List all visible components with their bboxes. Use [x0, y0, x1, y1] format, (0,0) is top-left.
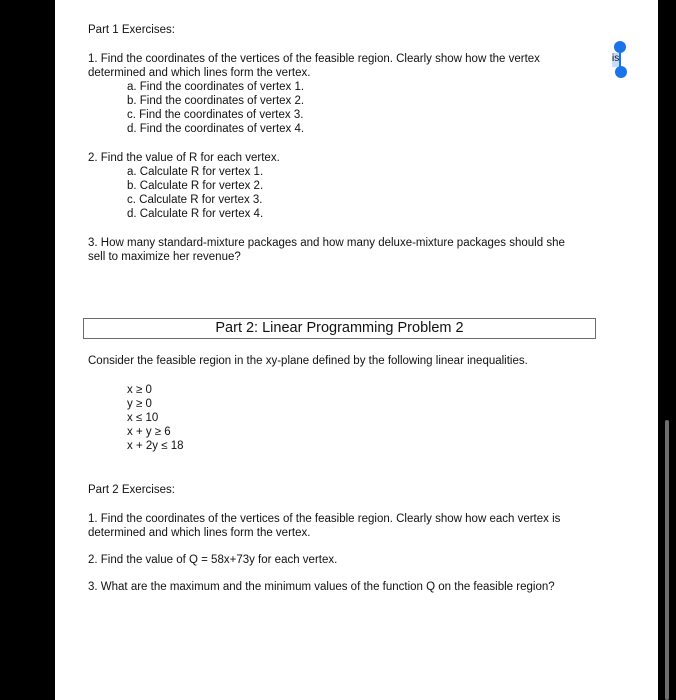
part1-q2-line1: 2. Find the value of R for each vertex. — [88, 152, 280, 164]
part1-q2-sub-d: d. Calculate R for vertex 4. — [127, 208, 264, 220]
part1-q1-sub-a: a. Find the coordinates of vertex 1. — [127, 81, 305, 93]
selection-handle-end[interactable] — [615, 66, 627, 78]
part2-intro: Consider the feasible region in the xy-plane defined by the following linear inequalities. — [88, 355, 528, 367]
scrollbar-thumb[interactable] — [665, 420, 669, 700]
part1-q1-line2: determined and which lines form the vertex. — [88, 67, 311, 79]
part1-q1-sub-c: c. Find the coordinates of vertex 3. — [127, 109, 304, 121]
part1-q3-line1: 3. How many standard-mixture packages and how many deluxe-mixture packages should she — [88, 237, 565, 249]
part1-q2-sub-a: a. Calculate R for vertex 1. — [127, 166, 264, 178]
inequality-3: x ≤ 10 — [127, 412, 159, 424]
inequality-1: x ≥ 0 — [127, 384, 152, 396]
part1-q1-sub-b: b. Find the coordinates of vertex 2. — [127, 95, 305, 107]
part2-q1-line2: determined and which lines form the vertex. — [88, 527, 311, 539]
part2-title-box — [83, 318, 596, 339]
selection-handle-start[interactable] — [614, 41, 626, 53]
inequality-4: x + y ≥ 6 — [127, 426, 171, 438]
selected-text[interactable]: is — [612, 53, 620, 64]
part1-q2-sub-c: c. Calculate R for vertex 3. — [127, 194, 263, 206]
part2-q3: 3. What are the maximum and the minimum values of the function Q on the feasible region? — [88, 581, 555, 593]
part1-heading: Part 1 Exercises: — [88, 24, 175, 36]
inequality-5: x + 2y ≤ 18 — [127, 440, 184, 452]
part1-q1-sub-d: d. Find the coordinates of vertex 4. — [127, 123, 305, 135]
part2-title: Part 2: Linear Programming Problem 2 — [215, 320, 464, 336]
part2-q1-line1: 1. Find the coordinates of the vertices of the feasible region. Clearly show how each vertex is — [88, 513, 561, 525]
part2-heading: Part 2 Exercises: — [88, 484, 175, 496]
inequality-2: y ≥ 0 — [127, 398, 152, 410]
document-page — [55, 0, 658, 700]
part1-q1-line1: 1. Find the coordinates of the vertices of the feasible region. Clearly show how the vertex — [88, 53, 540, 65]
part2-q2: 2. Find the value of Q = 58x+73y for each vertex. — [88, 554, 338, 566]
part1-q2-sub-b: b. Calculate R for vertex 2. — [127, 180, 264, 192]
part1-q3-line2: sell to maximize her revenue? — [88, 251, 241, 263]
